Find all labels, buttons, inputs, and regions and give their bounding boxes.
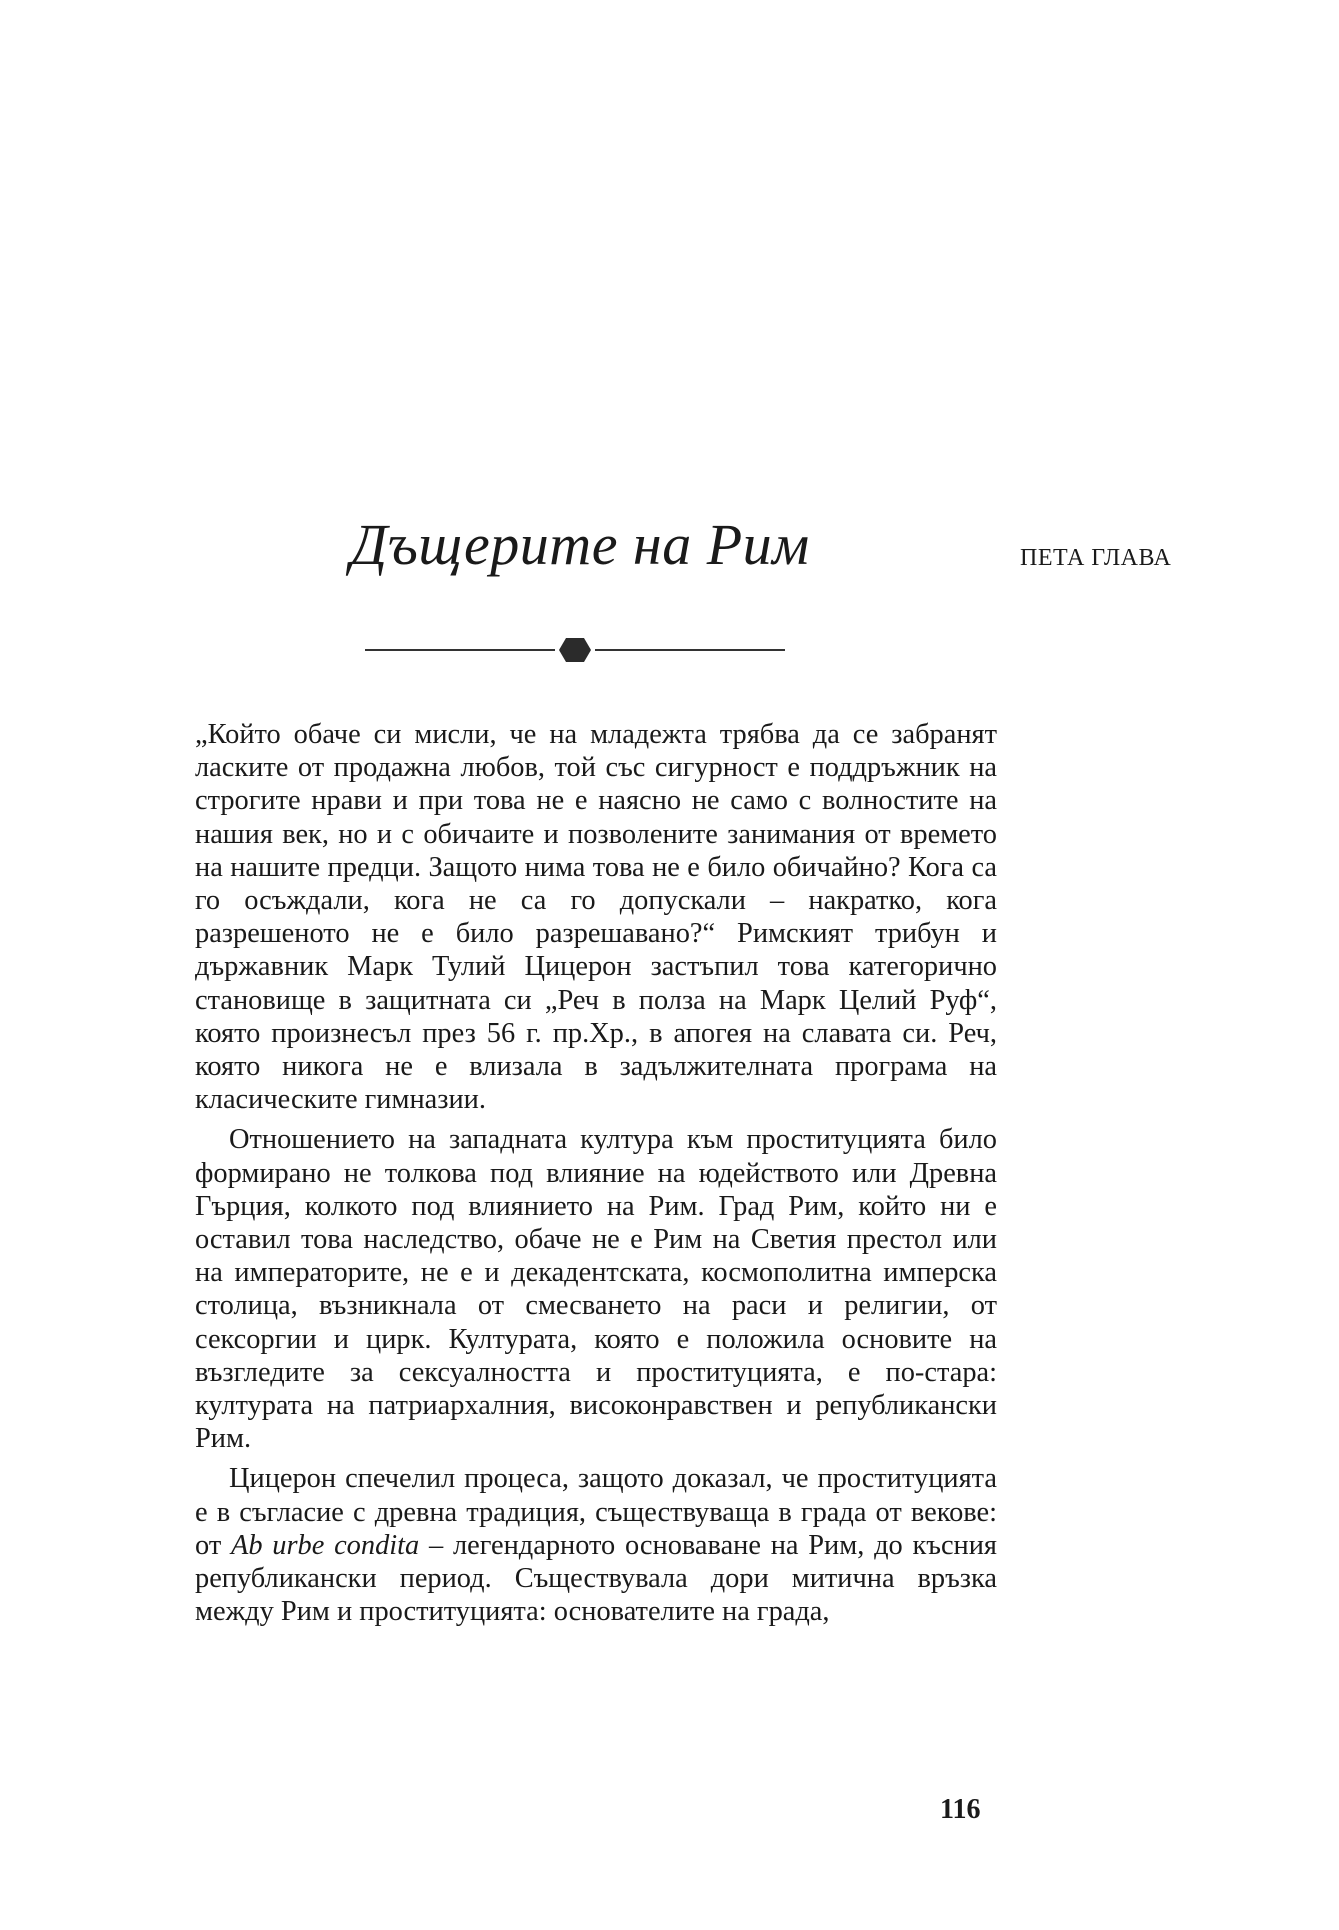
paragraph-1 bbox=[195, 718, 997, 1116]
paragraph-3-text-start: Цицерон спечелил процеса, защото доказал, че проституцията е в съгласие с древна традиция, съществуваща в града от векове: от bbox=[195, 1463, 997, 1561]
paragraph-2-text: Отношението на западната култура към проституцията било формирано не толкова под влияние на юдейството или Древна Гърция, колкото под влиянието на Рим. Град Рим, който ни е оставил това наследство, обаче не е Рим на Светия престол или на императорите, не е и декадентската, космополитна имперска столица, възникнала от смесването на раси и религии, от сексоргии и цирк. Културата, която е положила основите на възгледите за сексуалността и проституцията, е по-стара: културата на патриархалния, високонравствен и републикански Рим. bbox=[195, 1124, 997, 1455]
page-number: 116 bbox=[940, 1794, 981, 1825]
chapter-title: Дъщерите на Рим bbox=[350, 512, 810, 577]
paragraph-3 bbox=[195, 1462, 997, 1628]
chapter-label: ПЕТА ГЛАВА bbox=[1020, 545, 1172, 571]
body-text bbox=[195, 718, 997, 1635]
latin-phrase: Ab urbe condita bbox=[230, 1529, 420, 1561]
ornament-line-left bbox=[365, 649, 555, 651]
hexagon-ornament-icon bbox=[558, 637, 592, 663]
paragraph-3-text-end: – легендарното основаване на Рим, до късния републикански период. Съществувала дори митична връзка между Рим и проституцията: основателите на града, bbox=[195, 1529, 997, 1628]
ornament-line-right bbox=[595, 649, 785, 651]
paragraph-1-text: „Който обаче си мисли, че на младежта трябва да се забранят ласките от продажна любов, той със сигурност е поддръжник на строгите нрави и при това не е наясно не само с волностите на нашия век, но и с обичаите и позволените занимания от времето на нашите предци. Защото нима това не е било обичайно? Кога са го осъждали, кога не са го допускали – накратко, кога разрешеното не е било разрешавано?“ Римският трибун и държавник Марк Тулий Цицерон застъпил това категорично становище в защитната си „Реч в полза на Марк Целий Руф“, която произнесъл през 56 г. пр.Хр., в апогея на славата си. Реч, която никога не е влизала в задължителната програма на класическите гимназии. bbox=[195, 719, 997, 1116]
paragraph-2 bbox=[195, 1123, 997, 1455]
title-ornament bbox=[365, 635, 785, 665]
